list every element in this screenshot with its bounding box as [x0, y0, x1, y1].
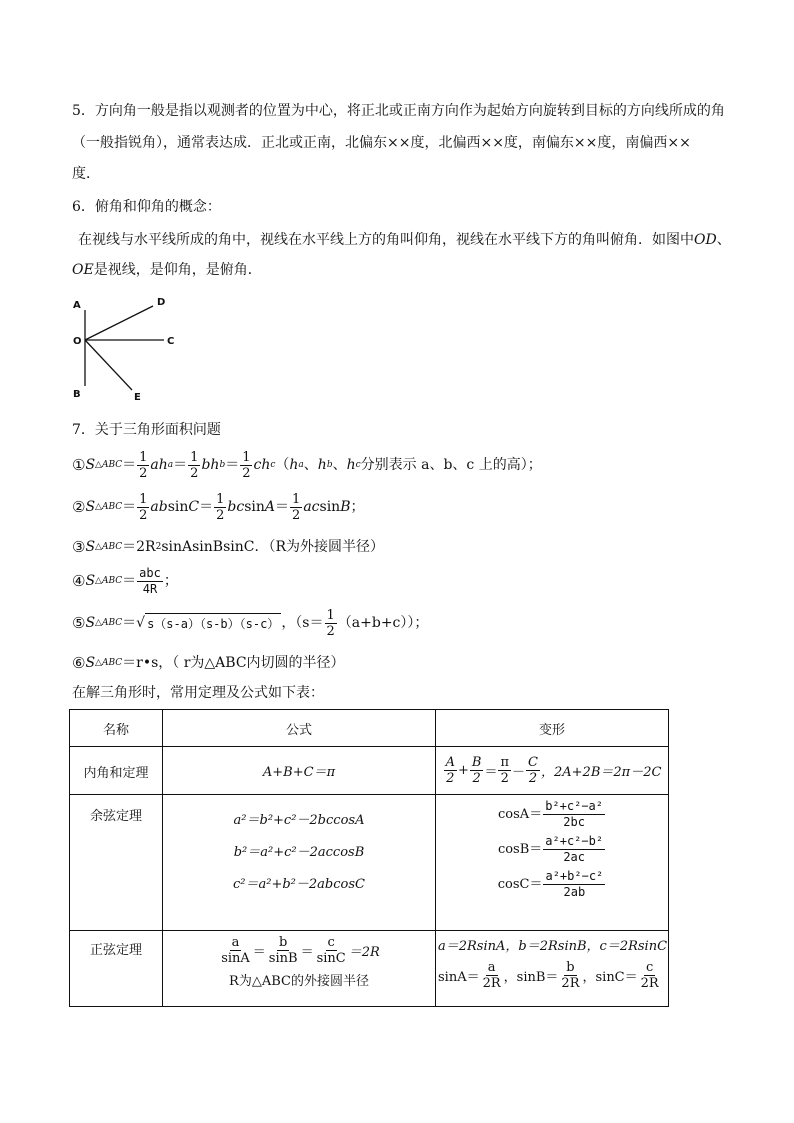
frac-den: 2R: [640, 976, 659, 991]
frac-c-2r: [639, 960, 661, 991]
note-comma: 、: [332, 457, 347, 473]
frac-num: 1: [292, 491, 301, 507]
cos-law-b: b²＝a²+c²－2accosB: [233, 845, 365, 860]
eq-sign: ＝: [225, 457, 240, 473]
sight-line-oe: [85, 340, 132, 390]
frac-num: 1: [216, 491, 225, 507]
frac-den: 2: [326, 623, 335, 639]
area-formula-5: [72, 606, 428, 640]
frac-den: 2: [292, 507, 301, 523]
label-o: O: [73, 336, 82, 347]
s-subscript: △ABC: [95, 618, 123, 628]
frac-num: b: [566, 960, 575, 975]
frac-den: 4R: [142, 581, 158, 596]
header-formula: 公式: [163, 710, 436, 747]
frac-den: 2: [139, 507, 148, 523]
sin: sin: [244, 499, 265, 515]
label-a: A: [73, 300, 81, 311]
sin: sin: [167, 499, 189, 515]
frac-den: 2: [472, 771, 481, 786]
sub-b: b: [219, 460, 226, 470]
frac-den: 2ab: [563, 885, 586, 899]
note-h-c: h: [346, 457, 356, 473]
term-ac: ac: [303, 499, 320, 515]
note-h-a: h: [289, 457, 299, 473]
frac-num: 1: [139, 449, 148, 465]
area-formula-3: [72, 537, 384, 557]
p6-oe: OE: [72, 262, 94, 278]
s-symbol: S: [85, 457, 96, 473]
term-2r: 2R: [136, 539, 156, 555]
eq-sign: ＝: [122, 655, 137, 671]
table-row-angle-sum: [70, 747, 669, 795]
frac-num: π: [500, 755, 510, 770]
frac-den: 2R: [561, 976, 580, 991]
frac-num: b²+c²−a²: [545, 799, 603, 813]
frac-a-sina: [219, 935, 252, 966]
minus: －: [512, 765, 526, 780]
term-rest: sinAsinBsinC．（R为外接圆半径）: [161, 539, 385, 555]
sin: sin: [319, 499, 341, 515]
p6-sep: 、: [716, 232, 731, 248]
fraction-half: [290, 492, 302, 523]
sqrt-radicand: s（s-a）（s-b）（s-c）: [145, 613, 281, 634]
num-6: ⑥: [72, 654, 86, 672]
row1-formula: A+B+C＝π: [163, 747, 436, 795]
note-comma: 、: [303, 457, 318, 473]
frac-den: 2R: [482, 976, 501, 991]
end-mark: ；: [163, 573, 178, 589]
fraction-half: [214, 492, 226, 523]
eq-sign: ＝: [199, 499, 214, 515]
num-4: ④: [72, 572, 86, 590]
eq-sign: ＝: [275, 499, 290, 515]
s-subscript: △ABC: [95, 658, 123, 668]
eq: ＝: [484, 765, 498, 780]
frac-num: B: [471, 755, 482, 770]
term-ah: ah: [150, 457, 168, 473]
frac-num: C: [528, 755, 538, 770]
eq: ＝: [252, 945, 266, 960]
row1-name: 内角和定理: [70, 747, 163, 795]
p5-line-1: 5．方向角一般是指以观测者的位置为中心，将正北或正南方向作为起始方向旋转到目标的方向线所成的角: [72, 103, 725, 119]
cos-c-frac: [543, 869, 605, 900]
frac-den: 2: [446, 771, 455, 786]
fraction-half: [188, 450, 200, 481]
header-variant: 变形: [436, 710, 669, 747]
area-formula-4: [72, 564, 178, 598]
row2-name: 余弦定理: [70, 795, 163, 931]
frac-den: 2ac: [563, 850, 586, 864]
cos-a-lhs: cosA＝: [498, 807, 543, 822]
label-b: B: [73, 389, 81, 400]
note-sub-c: c: [355, 460, 361, 470]
cos-b-frac: [543, 834, 605, 865]
frac-den: sinA: [221, 951, 250, 966]
plus: +: [458, 763, 469, 778]
area-formula-1: [72, 448, 542, 482]
end-mark: ；: [350, 499, 365, 515]
row2-variants: [436, 795, 669, 931]
num-2: ②: [72, 498, 86, 516]
label-e: E: [134, 392, 141, 403]
term-ab: ab: [150, 499, 168, 515]
frac-num: c: [327, 935, 335, 950]
sine-expansions: a＝2RsinA，b＝2RsinB，c＝2RsinC: [438, 939, 668, 954]
frac-num: 1: [139, 491, 148, 507]
formula-table: [69, 709, 669, 1007]
s-subscript: △ABC: [95, 502, 123, 512]
header-name: 名称: [70, 710, 163, 747]
label-d: D: [157, 297, 166, 308]
term-ch: ch: [253, 457, 271, 473]
table-intro: 在解三角形时，常用定理及公式如下表：: [72, 685, 324, 701]
cos-law-a: a²＝b²+c²－2bccosA: [233, 813, 365, 828]
s-subscript: △ABC: [95, 576, 123, 586]
frac-num: a: [231, 935, 240, 950]
s-symbol: S: [85, 539, 96, 555]
s-symbol: S: [85, 615, 96, 631]
frac-den: 2: [242, 465, 251, 481]
eq-sign: ＝: [122, 539, 137, 555]
table-header-row: [70, 710, 669, 747]
table-row-sine: [70, 931, 669, 1007]
frac-den: 2: [216, 507, 225, 523]
p6-od: OD: [694, 232, 717, 248]
note-sub-b: b: [326, 460, 333, 470]
frac-den: 2bc: [563, 815, 585, 829]
s-symbol: S: [85, 499, 96, 515]
sub-a: a: [167, 460, 174, 470]
area-formula-2: [72, 490, 365, 524]
row3-formula: [163, 931, 436, 1007]
fraction-half: [137, 450, 149, 481]
rhs-2r: ＝2R: [348, 945, 380, 960]
frac-b-sinb: [267, 935, 300, 966]
p6-line-1: [78, 230, 731, 250]
frac-c-sinc: [315, 935, 348, 966]
note-rest: 分别表示 a、b、c 上的高）；: [360, 457, 542, 473]
frac-num: c: [646, 960, 654, 975]
cos-c-lhs: cosC＝: [497, 877, 543, 892]
fraction-half: [240, 450, 252, 481]
variant-tail: ，2A+2B＝2π－2C: [541, 765, 662, 780]
frac-num: a²+b²−c²: [545, 869, 604, 883]
frac-num: a²+c²−b²: [545, 834, 604, 848]
num-1: ①: [72, 456, 86, 474]
frac-num: 1: [242, 449, 251, 465]
area-formula-6: [72, 653, 345, 673]
angle-c: C: [188, 499, 200, 515]
cos-b-lhs: cosB＝: [497, 842, 543, 857]
p6-line-1-text: 在视线与水平线所成的角中，视线在水平线上方的角叫仰角，视线在水平线下方的角叫俯角．如图中: [78, 232, 694, 248]
note-h-b: h: [317, 457, 327, 473]
angle-a: A: [264, 499, 276, 515]
p5-line-3: 度．: [72, 166, 100, 182]
frac-b-2: [470, 755, 484, 786]
row1-variant: [436, 747, 669, 795]
frac-num: 1: [190, 449, 199, 465]
frac-den: 2: [528, 771, 538, 786]
fraction-half: [325, 608, 337, 639]
angle-b: B: [340, 499, 351, 515]
frac-num: 1: [326, 607, 335, 623]
sinc-lhs: ，sinC＝: [582, 970, 638, 985]
eq-sign: ＝: [122, 573, 137, 589]
p6-line-2-text: 是视线，是仰角，是俯角．: [93, 262, 262, 278]
p6-title: 6．俯角和仰角的概念：: [72, 199, 221, 215]
p5-line-2: （一般指锐角），通常表达成．正北或正南，北偏东××度，北偏西××度，南偏东××度，南偏西××: [72, 135, 691, 151]
note-open: （: [275, 457, 290, 473]
note-sub-a: a: [298, 460, 304, 470]
s-symbol: S: [85, 573, 96, 589]
eq: ＝: [300, 945, 314, 960]
s-def-tail: （a+b+c））；: [337, 615, 429, 631]
p6-line-2: [72, 260, 262, 280]
s-subscript: △ABC: [95, 542, 123, 552]
fraction-abc-4r: [137, 566, 163, 597]
p7-title: 7．关于三角形面积问题: [72, 422, 221, 438]
s-subscript: △ABC: [95, 460, 123, 470]
row3-name: 正弦定理: [70, 931, 163, 1007]
table-row-cosine: [70, 795, 669, 931]
term-rs: r•s，（ r为△ABC内切圆的半径）: [136, 655, 345, 671]
eq-sign: ＝: [122, 457, 137, 473]
frac-den: 2: [139, 465, 148, 481]
frac-num: A: [445, 755, 455, 770]
sup-2: 2: [155, 542, 162, 552]
s-def-open: ，（s＝: [281, 615, 324, 631]
frac-den: sinC: [316, 951, 346, 966]
frac-pi-2: [498, 755, 511, 786]
frac-num: a: [487, 960, 496, 975]
term-bh: bh: [201, 457, 220, 473]
row2-formulas: [163, 795, 436, 931]
eq-sign: ＝: [122, 615, 137, 631]
cos-a-frac: [543, 799, 605, 830]
sina-lhs: sinA＝: [438, 970, 480, 985]
term-bc: bc: [227, 499, 245, 515]
s-symbol: S: [85, 655, 96, 671]
frac-a-2: [444, 755, 457, 786]
label-c: C: [167, 336, 175, 347]
num-5: ⑤: [72, 614, 86, 632]
frac-den: sinB: [268, 951, 298, 966]
angle-diagram: [68, 292, 188, 404]
eq-sign: ＝: [173, 457, 188, 473]
row3-variants: [436, 931, 669, 1007]
sub-c: c: [270, 460, 276, 470]
fraction-half: [137, 492, 149, 523]
frac-a-2r: [481, 960, 503, 991]
num-3: ③: [72, 538, 86, 556]
frac-c-2: [526, 755, 540, 786]
sinb-lhs: ，sinB＝: [503, 970, 559, 985]
cos-law-c: c²＝a²+b²－2abcosC: [233, 877, 365, 892]
frac-den: 2: [500, 771, 509, 786]
sqrt-symbol: √: [136, 615, 146, 631]
frac-num: b: [279, 935, 288, 950]
frac-b-2r: [559, 960, 581, 991]
eq-sign: ＝: [122, 499, 137, 515]
sight-line-od: [85, 306, 153, 340]
row3-note: R为△ABC的外接圆半径: [229, 974, 369, 989]
frac-num: abc: [139, 565, 161, 580]
frac-den: 2: [190, 465, 199, 481]
